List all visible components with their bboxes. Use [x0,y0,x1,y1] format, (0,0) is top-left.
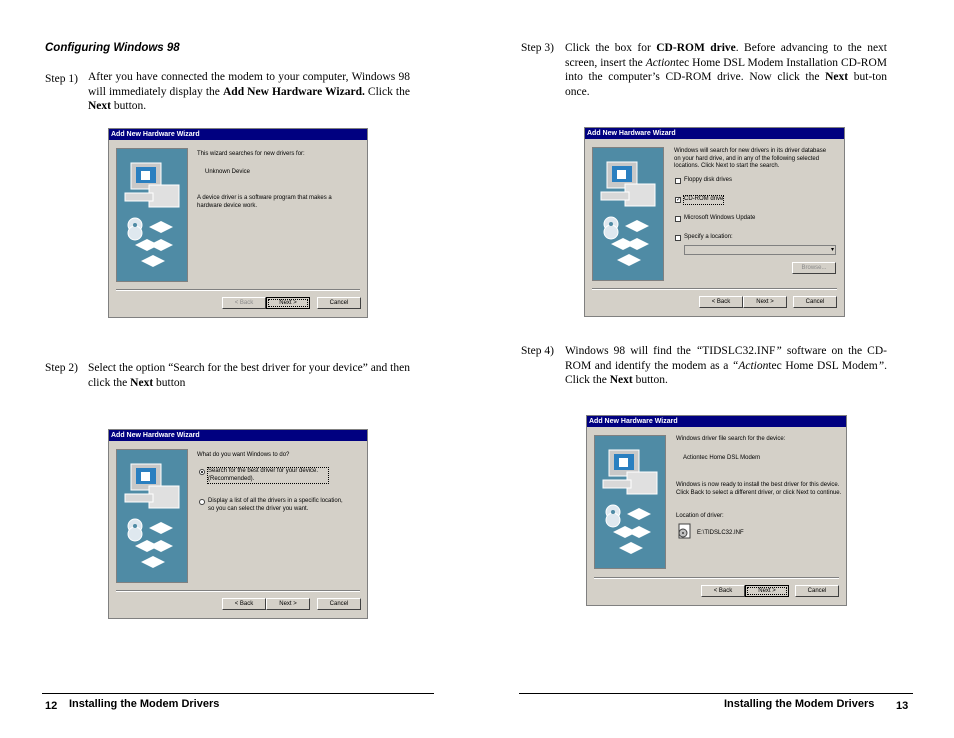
footer-rule-right [519,693,913,694]
step1-label: Step 1) [45,73,78,85]
step4-label: Step 4) [521,345,554,357]
dropdown-arrow-icon[interactable]: ▾ [830,247,834,253]
cancel-button[interactable]: Cancel [795,585,839,597]
wizard-line2: Windows is now ready to install the best driver for this device. Click Back to select a different driver, or click Next to continue. [676,482,842,496]
back-button[interactable]: < Back [222,297,266,309]
wizard-illustration [594,435,666,569]
cancel-button[interactable]: Cancel [317,598,361,610]
wizard-illustration [116,449,188,583]
computer-icon [593,148,664,281]
wizard-line2: A device driver is a software program that makes a hardware device work. [197,195,332,209]
footer-title-right: Installing the Modem Drivers [724,698,875,710]
cdrom-checkbox[interactable]: ✓ [676,197,682,203]
next-button[interactable]: Next > [266,297,310,309]
page-number-right: 13 [896,700,909,712]
page-number-left: 12 [45,700,58,712]
floppy-label: Floppy disk drives [684,177,733,183]
step1-text: After you have connected the modem to your computer, Windows 98 will immediately display the Add New Hardware Wizard. Click the Next button. [88,71,410,112]
dialog-title: Add New Hardware Wizard [587,416,846,427]
device-name: Actiontec Home DSL Modem [683,455,761,461]
next-button[interactable]: Next > [745,585,789,597]
location-checkbox[interactable] [675,235,681,241]
back-button[interactable]: < Back [699,296,743,308]
wizard-question: What do you want Windows to do? [197,452,290,458]
wizard-illustration [116,148,188,282]
separator [592,288,837,290]
step4-text: Windows 98 will find the “TIDSLC32.INF” software on the CD-ROM and identify the modem as a “Actiontec Home DSL Modem”. Click the Next button. [565,345,887,386]
windows-update-checkbox[interactable] [675,216,681,222]
wizard-line1: This wizard searches for new drivers for: [197,151,305,157]
step2-text: Select the option “Search for the best driver for your device” and then click the Next button [88,362,410,389]
footer-title-left: Installing the Modem Drivers [69,698,220,710]
driver-path: E:\TIDSLC32.INF [697,530,744,536]
computer-icon [117,149,188,282]
device-name: Unknown Device [205,169,251,175]
cdrom-label: CD-ROM drive [684,196,724,202]
location-label: Location of driver: [676,513,724,519]
back-button[interactable]: < Back [222,598,266,610]
separator [116,289,360,291]
list-option-label[interactable]: Display a list of all the drivers in a specific location, so you can select the driver you want. [208,498,343,512]
wizard-dialog-4 [586,415,847,606]
wizard-dialog-2 [108,429,368,619]
dialog-title: Add New Hardware Wizard [109,430,367,441]
section-title: Configuring Windows 98 [45,42,180,54]
separator [116,590,360,592]
windows-update-label: Microsoft Windows Update [684,215,756,221]
back-button[interactable]: < Back [701,585,745,597]
browse-button[interactable]: Browse... [792,262,836,274]
wizard-illustration [592,147,664,281]
search-intro: Windows will search for new drivers in its driver database on your hard drive, and in any of the following selected locations. Click Next to start the search. [674,148,827,169]
location-combo[interactable] [684,245,836,255]
dialog-title: Add New Hardware Wizard [109,129,367,140]
step2-label: Step 2) [45,362,78,374]
search-option-label[interactable]: Search for the best driver for your device. (Recommended). [208,468,328,483]
driver-file-icon [677,523,693,539]
computer-icon [595,436,666,569]
wizard-dialog-3 [584,127,845,317]
location-label: Specify a location: [684,234,733,240]
cancel-button[interactable]: Cancel [317,297,361,309]
footer-rule-left [42,693,434,694]
search-radio[interactable] [199,469,205,475]
step3-label: Step 3) [521,42,554,54]
list-radio[interactable] [199,499,205,505]
step3-text: Click the box for CD-ROM drive. Before advancing to the next screen, insert the Actiontec Home DSL Modem Installation CD-ROM into the computer’s CD-ROM drive. Now click the Next but-ton once. [565,42,887,98]
separator [594,577,839,579]
wizard-dialog-1 [108,128,368,318]
wizard-line1: Windows driver file search for the device: [676,436,786,442]
next-button[interactable]: Next > [743,296,787,308]
floppy-checkbox[interactable] [675,178,681,184]
next-button[interactable]: Next > [266,598,310,610]
computer-icon [117,450,188,583]
cancel-button[interactable]: Cancel [793,296,837,308]
dialog-title: Add New Hardware Wizard [585,128,844,139]
